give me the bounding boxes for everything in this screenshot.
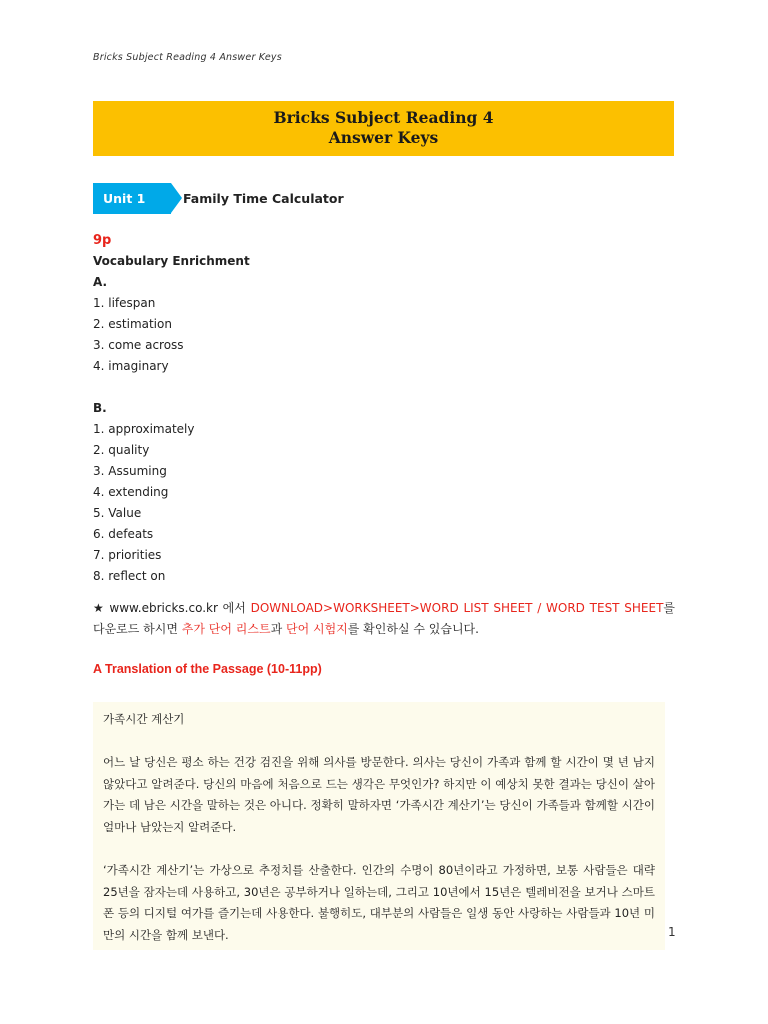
page-number: 1 [668,925,676,939]
page-reference: 9p [93,233,112,248]
part-b-list [93,419,675,587]
part-a-label: A. [93,275,108,289]
answer-item: 2. quality [93,443,150,457]
translation-paragraph-1: 어느 날 당신은 평소 하는 건강 검진을 위해 의사를 방문한다. 의사는 당신이 가족과 함께 할 시간이 몇 년 남지 않았다고 알려준다. 당신의 마음에 처음으로 드는 생각은 무엇인가? 하지만 이 예상치 못한 결과는 당신이 살아가는 데 남은 시간을 말하는 것은 아니다. 정확히 말하자면 ‘가족시간 계산기’는 당신이 가족들과 함께할 시간이 얼마나 남았는지 알려준다. [103,755,655,834]
notice-suffix: 를 확인하실 수 있습니다. [347,622,479,636]
title-line-1: Bricks Subject Reading 4 [273,108,494,127]
unit-header [93,183,493,214]
answer-item: 3. Assuming [93,464,167,478]
word-test-sheet: 단어 시험지 [285,622,348,636]
answer-item: 4. extending [93,485,169,499]
running-header: Bricks Subject Reading 4 Answer Keys [93,52,282,63]
download-notice [93,598,675,640]
notice-text: 를 다운로드 하시면 [93,601,675,636]
translation-box [93,702,665,950]
extra-word-list: 추가 단어 리스트 [181,622,271,636]
unit-arrow-icon [171,183,182,213]
translation-heading: A Translation of the Passage (10-11pp) [93,662,322,676]
answer-item: 7. priorities [93,548,162,562]
answer-item: 3. come across [93,338,184,352]
part-a-list [93,293,675,377]
notice-prefix: ★ www.ebricks.co.kr 에서 [93,601,251,615]
notice-text: 과 [270,622,286,636]
answer-item: 6. defeats [93,527,154,541]
answer-item: 2. estimation [93,317,172,331]
answer-item: 5. Value [93,506,142,520]
section-heading: Vocabulary Enrichment [93,254,250,268]
title-line-2: Answer Keys [328,128,439,147]
unit-label: Unit 1 [93,183,171,214]
answer-content [93,230,675,680]
answer-item: 1. approximately [93,422,195,436]
answer-item: 8. reflect on [93,569,166,583]
download-path-link[interactable]: DOWNLOAD>WORKSHEET>WORD LIST SHEET / WORD TEST SHEET [250,601,664,615]
answer-item: 1. lifespan [93,296,156,310]
translation-paragraph-2: ‘가족시간 계산기’는 가상으로 추정치를 산출한다. 인간의 수명이 80년이라고 가정하면, 보통 사람들은 대략 25년을 잠자는데 사용하고, 30년은 공부하거나 일하는데, 그리고 10년에서 15년은 텔레비전을 보거나 스마트폰 등의 디지털 여가를 즐기는데 사용한다. 불행히도, 대부분의 사람들은 일생 동안 사랑하는 사람들과 10년 미만의 시간을 함께 보낸다. [103,863,655,942]
translation-title: 가족시간 계산기 [103,712,185,726]
part-b-label: B. [93,401,107,415]
title-banner [93,101,674,156]
unit-title: Family Time Calculator [183,191,344,206]
answer-item: 4. imaginary [93,359,169,373]
